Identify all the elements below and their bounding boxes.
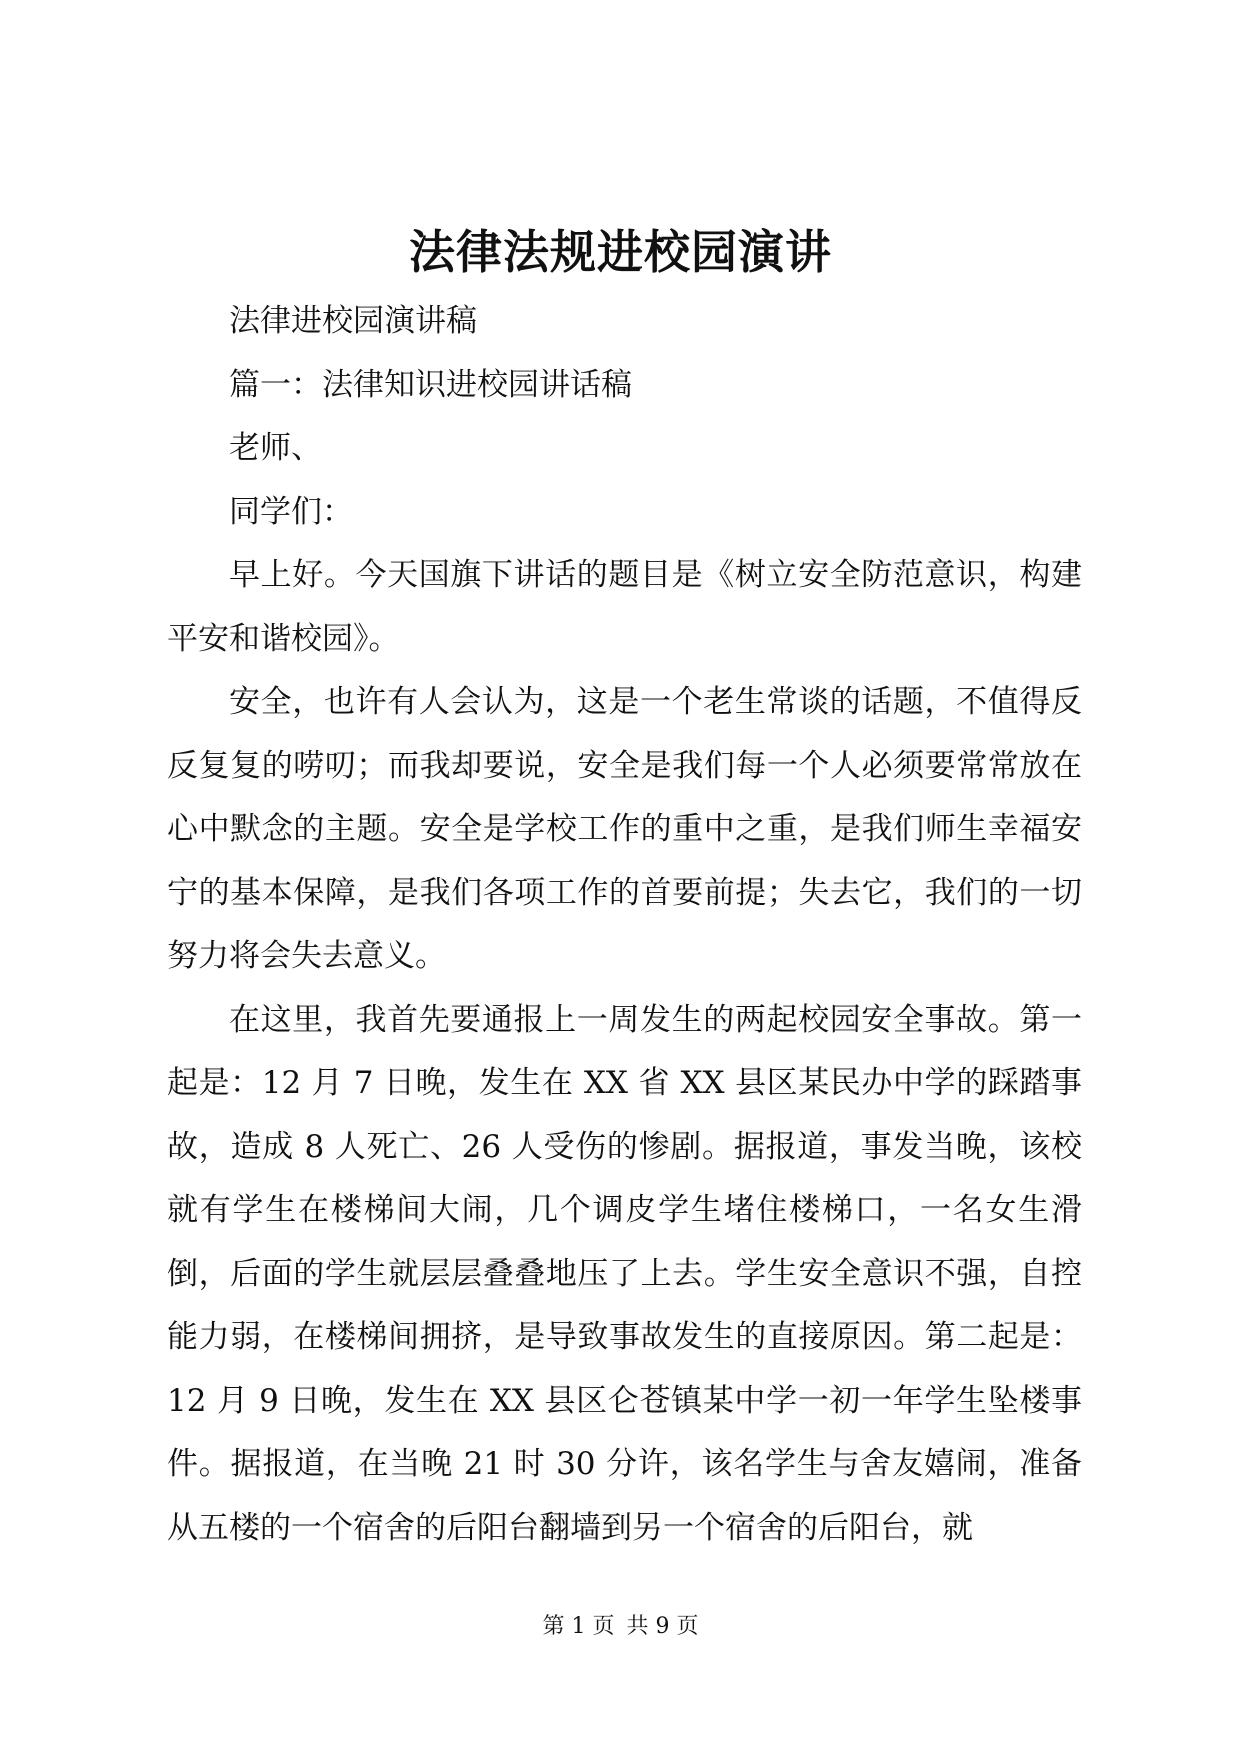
paragraph-section-heading: 篇一：法律知识进校园讲话稿 bbox=[229, 366, 632, 403]
paragraph-salutation-teachers: 老师、 bbox=[229, 430, 322, 466]
paragraph-salutation-students: 同学们： bbox=[229, 493, 353, 530]
paragraph-incident-report: 在这里，我首先要通报上一周发生的两起校园安全事故。第一起是：12 月 7 日晚，发生在 XX 省 XX 县区某民办中学的踩踏事故，造成 8 人死亡、26 人受伤的惨剧。据报道，事发当晚，该校就有学生在楼梯间大闹，几个调皮学生堵住楼梯口，一名女生滑倒，后面的学生就层层叠叠地压了上去。学生安全意识不强，自控能力弱，在楼梯间拥挤，是导致事故发生的直接原因。第二起是：12 月 9 日晚，发生在 XX 县区仑苍镇某中学一初一年学生坠楼事件。据报道，在当晚 21 时 30 分许，该名学生与舍友嬉闹，准备从五楼的一个宿舍的后阳台翻墙到另一个宿舍的后阳台，就 bbox=[167, 1001, 1082, 1546]
paragraph-greeting: 早上好。今天国旗下讲话的题目是《树立安全防范意识，构建平安和谐校园》。 bbox=[167, 557, 1082, 657]
paragraph-subtitle: 法律进校园演讲稿 bbox=[229, 303, 477, 339]
paragraph-safety-intro: 安全，也许有人会认为，这是一个老生常谈的话题，不值得反反复复的唠叨；而我却要说，安全是我们每一个人必须要常常放在心中默念的主题。安全是学校工作的重中之重，是我们师生幸福安宁的基本保障，是我们各项工作的首要前提；失去它，我们的一切努力将会失去意义。 bbox=[167, 684, 1082, 974]
page-footer bbox=[0, 1612, 1241, 1642]
page-number: 第 1 页 bbox=[542, 1614, 615, 1639]
page-total: 共 9 页 bbox=[626, 1614, 699, 1639]
document-title: 法律法规进校园演讲 bbox=[409, 225, 832, 279]
document-body bbox=[167, 290, 1082, 1560]
